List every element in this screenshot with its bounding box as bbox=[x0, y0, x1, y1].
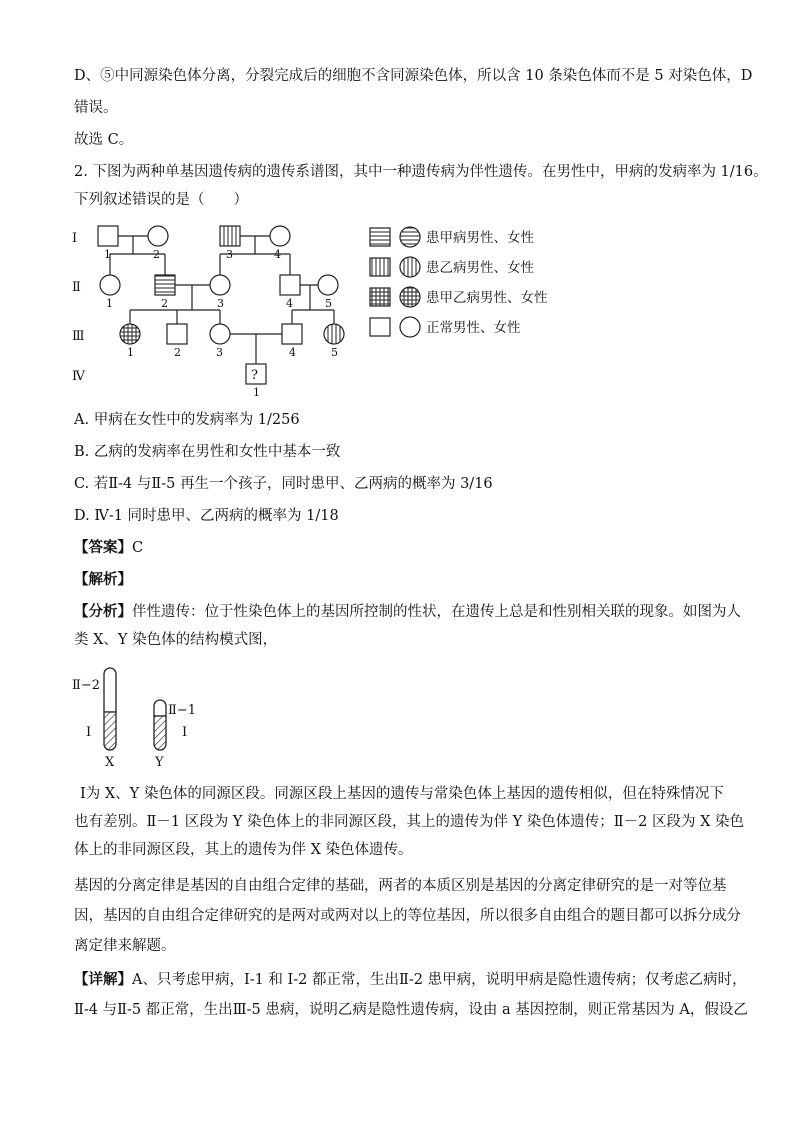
individual-III-3 bbox=[210, 324, 230, 344]
gen-label-I: Ⅰ bbox=[72, 231, 78, 246]
svg-text:4: 4 bbox=[286, 297, 293, 310]
unknown-mark: ? bbox=[251, 368, 258, 383]
individual-II-5 bbox=[318, 275, 338, 295]
legend-label: 患甲乙病男性、女性 bbox=[426, 290, 548, 306]
option-d: D. Ⅳ-1 同时患甲、乙两病的概率为 1/18 bbox=[74, 508, 339, 524]
individual-III-5 bbox=[324, 324, 344, 344]
paragraph-line: 离定律来解题。 bbox=[74, 938, 176, 954]
svg-text:1: 1 bbox=[104, 248, 111, 261]
option-b: B. 乙病的发病率在男性和女性中基本一致 bbox=[74, 444, 341, 460]
paragraph-line: 体上的非同源区段，其上的遗传为伴 X 染色体遗传。 bbox=[74, 842, 413, 858]
answer bbox=[74, 538, 143, 558]
legend-label: 患甲病男性、女性 bbox=[426, 230, 534, 246]
analysis-line: 【分析】伴性遗传：位于性染色体上的基因所控制的性状，在遗传上总是和性别相关联的现象。如图为人 bbox=[74, 603, 741, 620]
individual-I-3 bbox=[220, 226, 240, 246]
paragraph-line: Ⅰ为 X、Y 染色体的同源区段。同源区段上基因的遗传与常染色体上基因的遗传相似，但在特殊情况下 bbox=[80, 786, 724, 802]
svg-text:3: 3 bbox=[216, 346, 223, 359]
svg-text:5: 5 bbox=[331, 346, 338, 359]
individual-II-2 bbox=[155, 275, 175, 295]
chromosome-diagram bbox=[70, 660, 210, 770]
option-c: C. 若Ⅱ-4 与Ⅱ-5 再生一个孩子，同时患甲、乙两病的概率为 3/16 bbox=[74, 476, 493, 492]
svg-text:1: 1 bbox=[127, 346, 134, 359]
label-X: X bbox=[105, 755, 115, 770]
answer-tag: 【答案】 bbox=[74, 539, 132, 556]
text-line: 错误。 bbox=[74, 100, 118, 116]
svg-text:2: 2 bbox=[174, 346, 181, 359]
answer-value: C bbox=[132, 540, 144, 556]
question-stem: 2. 下图为两种单基因遗传病的遗传系谱图，其中一种遗传病为伴性遗传。在男性中，甲病的发病率为 1/16。 bbox=[74, 164, 768, 180]
gen-label-IV: Ⅳ bbox=[72, 369, 85, 384]
question-stem: 下列叙述错误的是（ ） bbox=[74, 192, 248, 208]
legend-label: 正常男性、女性 bbox=[426, 320, 521, 336]
text-line: D、⑤中同源染色体分离，分裂完成后的细胞不含同源染色体，所以含 10 条染色体而不是 5 对染色体，D bbox=[74, 68, 753, 84]
y-chromosome-upper bbox=[154, 700, 166, 716]
svg-text:3: 3 bbox=[226, 248, 233, 261]
individual-III-1 bbox=[120, 324, 140, 344]
svg-text:3: 3 bbox=[217, 297, 224, 310]
detail-line: 【详解】A、只考虑甲病，I-1 和 I-2 都正常，生出Ⅱ-2 患甲病，说明甲病是隐性遗传病；仅考虑乙病时， bbox=[74, 971, 747, 988]
y-chromosome-lower bbox=[154, 716, 166, 750]
individual-III-2 bbox=[167, 324, 187, 344]
gen-label-III: Ⅲ bbox=[72, 329, 85, 344]
paragraph-line: 也有差别。Ⅱ－1 区段为 Y 染色体上的非同源区段，其上的遗传为伴 Y 染色体遗传；Ⅱ－2 区段为 X 染色 bbox=[74, 814, 744, 830]
individual-II-4 bbox=[280, 275, 300, 295]
svg-text:1: 1 bbox=[106, 297, 113, 310]
individual-III-4 bbox=[282, 324, 302, 344]
label-II-1: Ⅱ−1 bbox=[168, 703, 196, 718]
text-line: 故选 C。 bbox=[74, 132, 134, 148]
svg-text:2: 2 bbox=[161, 297, 168, 310]
gen-label-II: Ⅱ bbox=[72, 280, 81, 295]
pedigree-chart bbox=[70, 218, 570, 398]
individual-II-3 bbox=[210, 275, 230, 295]
svg-text:4: 4 bbox=[289, 346, 296, 359]
svg-text:1: 1 bbox=[253, 386, 260, 398]
label-I-right: Ⅰ bbox=[182, 725, 188, 740]
individual-I-4 bbox=[270, 226, 290, 246]
analysis-tag: 【解析】 bbox=[74, 571, 132, 588]
paragraph-line: 基因的分离定律是基因的自由组合定律的基础，两者的本质区别是基因的分离定律研究的是一对等位基 bbox=[74, 878, 727, 894]
individual-II-1 bbox=[100, 275, 120, 295]
svg-text:2: 2 bbox=[153, 248, 160, 261]
detail-line: Ⅱ-4 与Ⅱ-5 都正常，生出Ⅲ-5 患病，说明乙病是隐性遗传病，设由 a 基因控制，则正常基因为 A，假设乙 bbox=[74, 1002, 748, 1018]
label-Y: Y bbox=[155, 755, 164, 770]
label-I-left: Ⅰ bbox=[86, 725, 92, 740]
x-chromosome-lower bbox=[104, 712, 116, 750]
x-chromosome-upper bbox=[104, 668, 116, 712]
svg-text:5: 5 bbox=[325, 297, 332, 310]
individual-I-2 bbox=[148, 226, 168, 246]
paragraph-line: 因，基因的自由组合定律研究的是两对或两对以上的等位基因，所以很多自由组合的题目都可以拆分成分 bbox=[74, 908, 741, 924]
label-II-2: Ⅱ−2 bbox=[72, 678, 100, 693]
option-a: A. 甲病在女性中的发病率为 1/256 bbox=[74, 412, 300, 428]
analysis-line: 类 X、Y 染色体的结构模式图， bbox=[74, 632, 278, 648]
svg-text:4: 4 bbox=[274, 248, 281, 261]
legend-label: 患乙病男性、女性 bbox=[426, 260, 534, 276]
individual-I-1 bbox=[98, 226, 118, 246]
